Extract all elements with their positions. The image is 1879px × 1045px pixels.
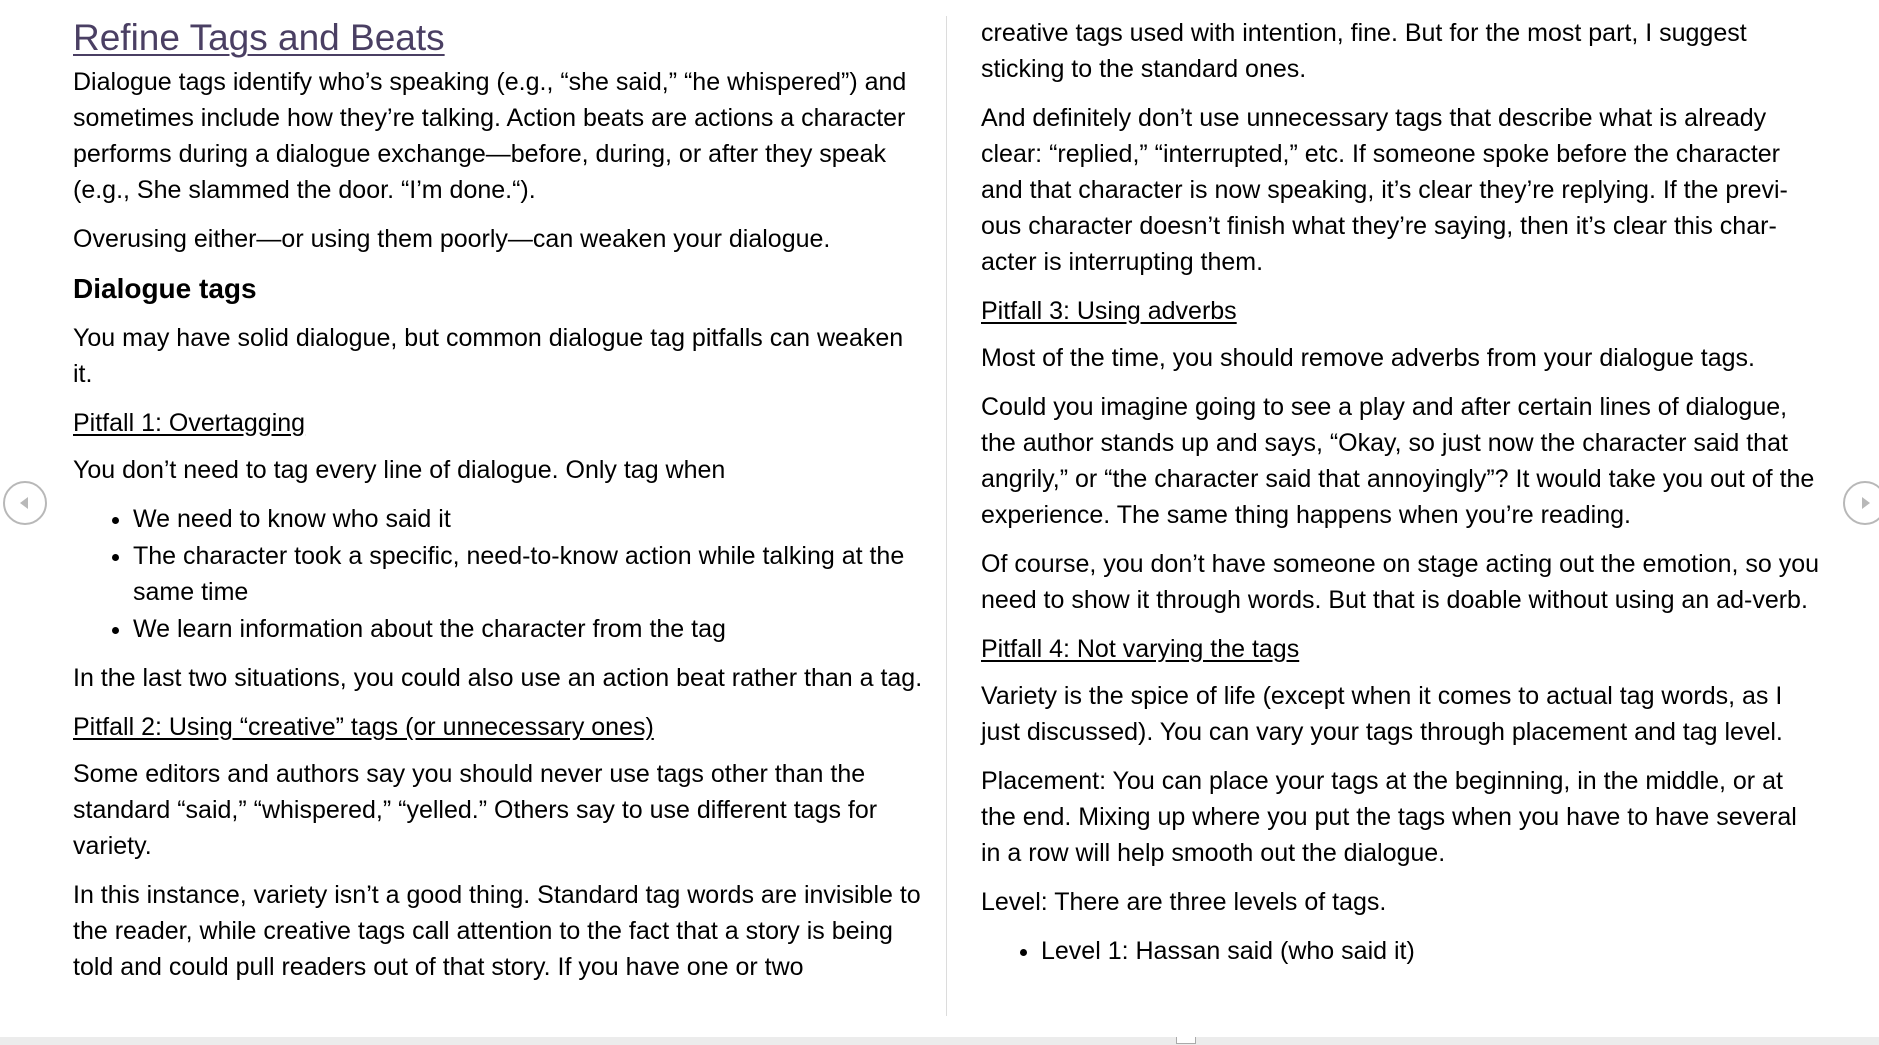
pitfall-4-heading: Pitfall 4: Not varying the tags (981, 635, 1300, 663)
chevron-right-icon (1855, 493, 1875, 513)
next-page-button[interactable] (1843, 481, 1879, 525)
pitfall-3-heading: Pitfall 3: Using adverbs (981, 297, 1237, 325)
pitfall-1-text: You don’t need to tag every line of dialogue. Only tag when (73, 456, 726, 484)
column-divider (946, 16, 947, 1016)
level-bullet-list (981, 933, 1821, 969)
section-heading: Dialogue tags (73, 273, 257, 304)
right-column (981, 0, 1821, 982)
pitfall-3-paragraph-1: Most of the time, you should remove adverbs from your dialogue tags. (981, 344, 1755, 372)
intro-paragraph: Dialogue tags identify who’s speaking (e.g., “she said,” “he whispered”) and sometimes include how they’re talking. Action beats are actions a character performs during a dialogue exchange—before, during, or after they speak (e.g., She slammed the door. “I’m done.“). (73, 68, 907, 204)
page-position-marker[interactable] (1176, 1037, 1196, 1044)
pitfall-1-after: In the last two situations, you could also use an action beat rather than a tag. (73, 664, 923, 692)
overuse-paragraph: Overusing either—or using them poorly—can weaken your dialogue. (73, 225, 831, 253)
bullet-item: • The character took a specific, need-to-know action while talking at the same time (133, 538, 925, 610)
continuation-paragraph: creative tags used with intention, fine. But for the most part, I suggest sticking to the standard ones. (981, 19, 1747, 83)
pitfall-1-bullet-list (73, 501, 925, 647)
pitfall-3-paragraph-3: Of course, you don’t have someone on stage acting out the emotion, so you need to show it through words. But that is doable without using an ad-verb. (981, 550, 1820, 614)
unnecessary-tags-paragraph: And definitely don’t use unnecessary tags that describe what is already clear: “replied,” “interrupted,” etc. If someone spoke before the character and that character is now speaking, it’s clear they’re replying. If the previ-ous character doesn’t finish what they’re saying, then it’s clear this char-acter is interrupting them. (981, 104, 1788, 276)
bullet-item: • We need to know who said it (133, 501, 925, 537)
section-intro: You may have solid dialogue, but common dialogue tag pitfalls can weaken it. (73, 324, 904, 388)
pitfall-3-paragraph-2: Could you imagine going to see a play and after certain lines of dialogue, the author stands up and says, “Okay, so just now the character said that angrily,” or “the character said that annoyingly”? It would take you out of the experience. The same thing happens when you’re reading. (981, 393, 1815, 529)
status-bar (0, 1037, 1879, 1045)
bullet-item: • We learn information about the character from the tag (133, 611, 925, 647)
page-title[interactable]: Refine Tags and Beats (73, 17, 445, 58)
pitfall-4-paragraph-1: Variety is the spice of life (except when it comes to actual tag words, as I just discussed). You can vary your tags through placement and tag level. (981, 682, 1783, 746)
left-column (73, 0, 925, 998)
previous-page-button[interactable] (3, 481, 47, 525)
pitfall-1-heading: Pitfall 1: Overtagging (73, 409, 306, 437)
bullet-item: • Level 1: Hassan said (who said it) (1041, 933, 1821, 969)
chevron-left-icon (15, 493, 35, 513)
pitfall-2-paragraph-1: Some editors and authors say you should never use tags other than the standard “said,” “whispered,” “yelled.” Others say to use different tags for variety. (73, 760, 878, 860)
placement-paragraph: Placement: You can place your tags at the beginning, in the middle, or at the end. Mixing up where you put the tags when you have to have several in a row will help smooth out the dialogue. (981, 767, 1797, 867)
level-paragraph: Level: There are three levels of tags. (981, 888, 1387, 916)
pitfall-2-paragraph-2: In this instance, variety isn’t a good thing. Standard tag words are invisible to the reader, while creative tags call attention to the fact that a story is being told and could pull readers out of that story. If you have one or two (73, 881, 921, 981)
pitfall-2-heading: Pitfall 2: Using “creative” tags (or unnecessary ones) (73, 713, 654, 741)
